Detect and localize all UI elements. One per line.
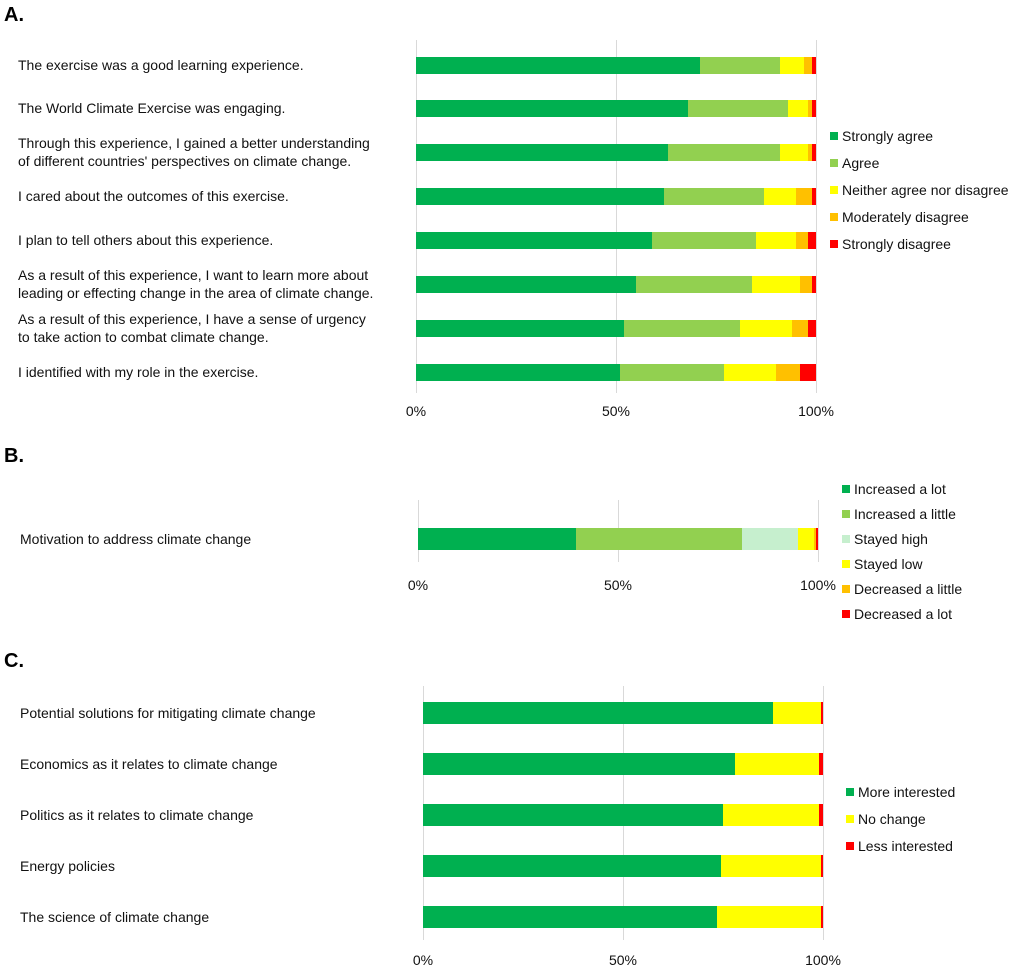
bar-segment-no-change — [735, 753, 819, 775]
bar-segment-strongly-disagree — [812, 276, 816, 293]
legend-label: Moderately disagree — [842, 209, 969, 225]
category-label-line: The exercise was a good learning experience. — [18, 57, 304, 73]
category-label — [20, 755, 278, 773]
x-tick-label: 0% — [405, 403, 427, 419]
bar-segment-neither-agree-nor-disagree — [752, 276, 800, 293]
legend-item — [842, 581, 962, 597]
bar-segment-agree — [664, 188, 764, 205]
bar-segment-neither-agree-nor-disagree — [780, 57, 804, 74]
bar-segment-moderately-disagree — [804, 57, 812, 74]
legend-item — [842, 531, 928, 547]
category-label — [20, 806, 253, 824]
gridline — [416, 40, 417, 393]
bar-segment-more-interested — [423, 702, 773, 724]
x-tick-label: 0% — [412, 952, 434, 968]
bar-segment-strongly-agree — [416, 320, 624, 337]
legend-label: No change — [858, 811, 926, 827]
category-label-line: Motivation to address climate change — [20, 531, 252, 547]
bar-segment-moderately-disagree — [800, 276, 812, 293]
x-tick-label: 0% — [407, 577, 429, 593]
legend-label: Agree — [842, 155, 880, 171]
legend-item — [842, 506, 956, 522]
category-label — [18, 231, 273, 249]
legend-label: Stayed low — [854, 556, 923, 572]
category-label-line: I identified with my role in the exercise. — [18, 364, 259, 380]
category-label-line: I plan to tell others about this experience. — [18, 232, 274, 248]
bar-segment-more-interested — [423, 855, 721, 877]
legend-item — [830, 182, 1009, 198]
bar-segment-less-interested — [821, 702, 823, 724]
bar-segment-neither-agree-nor-disagree — [740, 320, 792, 337]
bar-segment-no-change — [723, 804, 819, 826]
category-label-line: I cared about the outcomes of this exercise. — [18, 188, 289, 204]
legend-swatch — [846, 788, 854, 796]
bar-segment-strongly-agree — [416, 232, 652, 249]
bar-segment-strongly-disagree — [812, 188, 816, 205]
category-label — [18, 363, 258, 381]
legend-item — [830, 236, 951, 252]
legend-label: Stayed high — [854, 531, 928, 547]
category-label-line: Through this experience, I gained a better understanding — [18, 135, 370, 151]
legend-swatch — [842, 485, 850, 493]
category-label — [20, 908, 209, 926]
legend-item — [830, 209, 969, 225]
legend-swatch — [830, 159, 838, 167]
x-tick-label: 50% — [608, 952, 638, 968]
bar-segment-more-interested — [423, 906, 717, 928]
bar-segment-no-change — [717, 906, 821, 928]
category-label-line: The science of climate change — [20, 909, 210, 925]
category-label — [18, 56, 304, 74]
legend-swatch — [830, 240, 838, 248]
bar-segment-strongly-disagree — [812, 57, 816, 74]
category-label — [18, 134, 370, 170]
legend-item — [842, 481, 946, 497]
bar-segment-less-interested — [819, 804, 823, 826]
legend-item — [842, 556, 922, 572]
bar-segment-stayed-low — [798, 528, 814, 550]
category-label — [18, 99, 285, 117]
category-label — [18, 187, 289, 205]
bar-segment-strongly-agree — [416, 144, 668, 161]
x-tick-label: 100% — [800, 577, 836, 593]
bar-segment-strongly-disagree — [800, 364, 816, 381]
legend-label: Decreased a lot — [854, 606, 953, 622]
legend-swatch — [830, 186, 838, 194]
bar-segment-agree — [636, 276, 752, 293]
legend-label: Decreased a little — [854, 581, 963, 597]
bar-segment-moderately-disagree — [796, 188, 812, 205]
bar-segment-moderately-disagree — [796, 232, 808, 249]
bar-segment-stayed-high — [742, 528, 798, 550]
bar-segment-decreased-a-lot — [816, 528, 818, 550]
category-label — [20, 704, 316, 722]
legend-item — [846, 811, 926, 827]
bar-segment-neither-agree-nor-disagree — [724, 364, 776, 381]
bar-segment-strongly-disagree — [808, 320, 816, 337]
x-tick-label: 100% — [805, 952, 841, 968]
gridline — [823, 686, 824, 940]
panel-label: B. — [4, 445, 24, 467]
legend-item — [846, 784, 955, 800]
legend-swatch — [842, 610, 850, 618]
category-label — [18, 310, 366, 346]
bar-segment-neither-agree-nor-disagree — [764, 188, 796, 205]
legend-label: Less interested — [858, 838, 953, 854]
bar-segment-increased-a-little — [576, 528, 742, 550]
bar-segment-neither-agree-nor-disagree — [788, 100, 808, 117]
legend-swatch — [830, 132, 838, 140]
legend-item — [846, 838, 953, 854]
bar-segment-no-change — [721, 855, 821, 877]
category-label-line: Potential solutions for mitigating climate change — [20, 705, 316, 721]
bar-segment-strongly-agree — [416, 364, 620, 381]
gridline — [818, 500, 819, 562]
legend-label: Increased a little — [854, 506, 956, 522]
x-tick-label: 50% — [603, 577, 633, 593]
panel-label: A. — [4, 4, 24, 26]
bar-segment-neither-agree-nor-disagree — [780, 144, 808, 161]
bar-segment-strongly-agree — [416, 57, 700, 74]
category-label-line: to take action to combat climate change. — [18, 329, 269, 345]
panel-label: C. — [4, 650, 24, 672]
category-label — [18, 266, 373, 302]
legend-label: Strongly disagree — [842, 236, 951, 252]
bar-segment-strongly-agree — [416, 276, 636, 293]
category-label-line: As a result of this experience, I want to learn more about — [18, 267, 369, 283]
category-label-line: Politics as it relates to climate change — [20, 807, 254, 823]
bar-segment-moderately-disagree — [776, 364, 800, 381]
category-label — [20, 857, 115, 875]
category-label-line: of different countries' perspectives on climate change. — [18, 153, 352, 169]
bar-segment-strongly-agree — [416, 100, 688, 117]
bar-segment-agree — [652, 232, 756, 249]
legend-label: More interested — [858, 784, 956, 800]
x-tick-label: 50% — [601, 403, 631, 419]
bar-segment-agree — [700, 57, 780, 74]
bar-segment-moderately-disagree — [792, 320, 808, 337]
gridline — [816, 40, 817, 393]
legend-swatch — [842, 535, 850, 543]
gridline — [616, 40, 617, 393]
legend-label: Neither agree nor disagree — [842, 182, 1009, 198]
legend-item — [830, 155, 879, 171]
x-tick-label: 100% — [798, 403, 834, 419]
category-label-line: The World Climate Exercise was engaging. — [18, 100, 286, 116]
bar-segment-strongly-agree — [416, 188, 664, 205]
bar-segment-agree — [668, 144, 780, 161]
legend-item — [842, 606, 952, 622]
legend-label: Increased a lot — [854, 481, 946, 497]
bar-segment-more-interested — [423, 753, 735, 775]
bar-segment-agree — [624, 320, 740, 337]
legend-swatch — [846, 842, 854, 850]
legend-label: Strongly agree — [842, 128, 934, 144]
bar-segment-less-interested — [819, 753, 823, 775]
legend-swatch — [830, 213, 838, 221]
category-label — [20, 530, 251, 548]
bar-segment-neither-agree-nor-disagree — [756, 232, 796, 249]
category-label-line: As a result of this experience, I have a sense of urgency — [18, 311, 366, 327]
legend-swatch — [842, 585, 850, 593]
category-label-line: leading or effecting change in the area of climate change. — [18, 285, 374, 301]
legend-swatch — [842, 510, 850, 518]
bar-segment-increased-a-lot — [418, 528, 576, 550]
legend-item — [830, 128, 933, 144]
category-label-line: Energy policies — [20, 858, 115, 874]
legend-swatch — [842, 560, 850, 568]
bar-segment-no-change — [773, 702, 821, 724]
bar-segment-strongly-disagree — [812, 100, 816, 117]
legend-swatch — [846, 815, 854, 823]
bar-segment-more-interested — [423, 804, 723, 826]
bar-segment-agree — [688, 100, 788, 117]
bar-segment-less-interested — [821, 906, 823, 928]
bar-segment-strongly-disagree — [808, 232, 816, 249]
bar-segment-strongly-disagree — [812, 144, 816, 161]
bar-segment-less-interested — [821, 855, 823, 877]
bar-segment-agree — [620, 364, 724, 381]
category-label-line: Economics as it relates to climate change — [20, 756, 278, 772]
